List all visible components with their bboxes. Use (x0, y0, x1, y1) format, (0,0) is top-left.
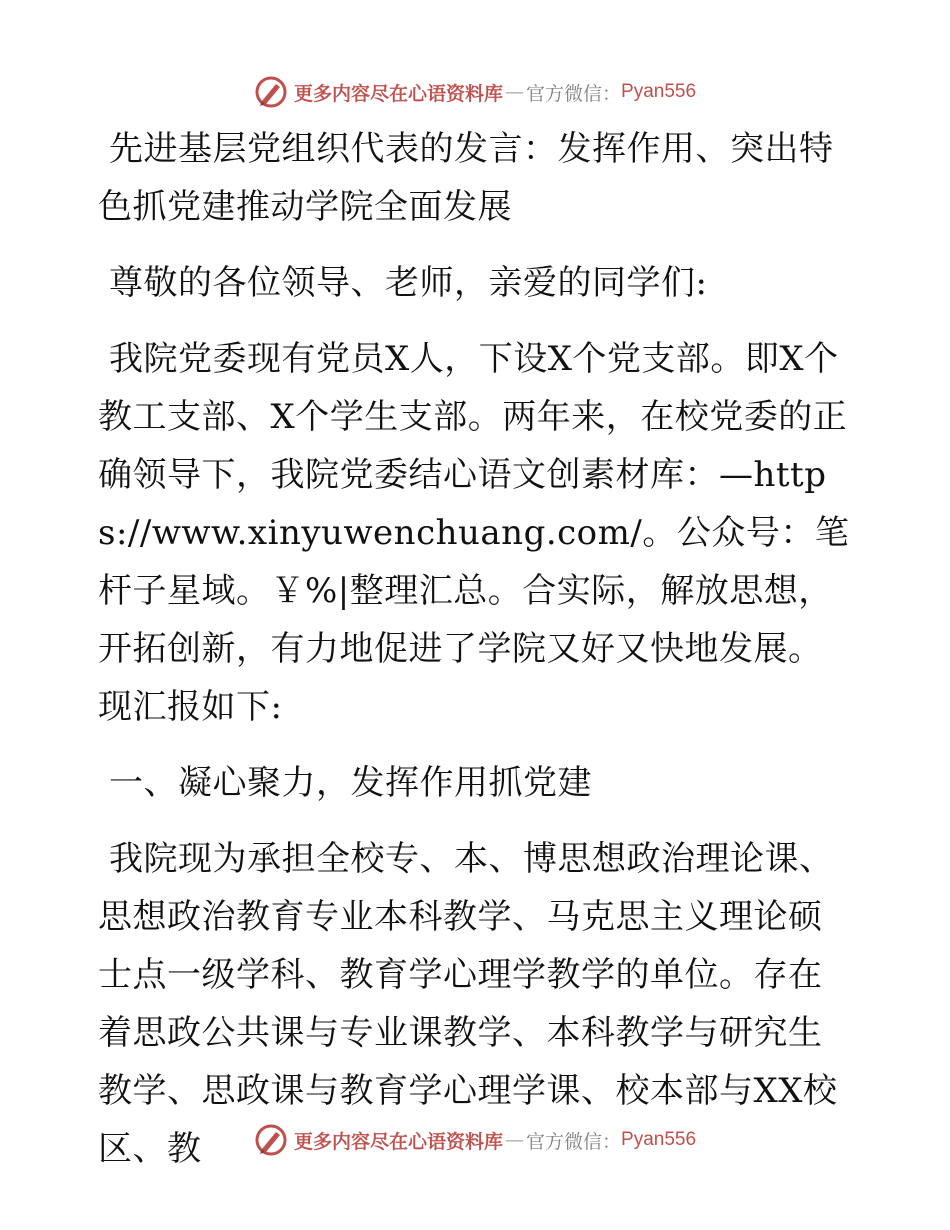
paragraph-intro: 我院党委现有党员X人，下设X个党支部。即X个教工支部、X个学生支部。两年来，在校党委的正确领导下，我院党委结心语文创素材库：—https://www.xinyuwenchuang.com/。公众号：笔杆子星域。￥%|整理汇总。合实际，解放思想，开拓创新，有力地促进了学院又好又快地发展。现汇报如下: (98, 339, 850, 727)
banner-wechat-label: 官方微信 (525, 1130, 602, 1153)
banner-colon: ： (602, 1130, 622, 1153)
banner-separator: — (504, 1129, 524, 1151)
banner-colon: ： (602, 82, 622, 105)
banner-wechat-id: Pyan556 (621, 1129, 697, 1150)
footer-banner (0, 1120, 950, 1160)
pen-logo-icon (254, 75, 288, 109)
document-body (98, 120, 850, 1196)
paragraph-body: 我院现为承担全校专、本、博思想政治理论课、思想政治教育专业本科教学、马克思主义理论硕士点一级学科、教育学心理学教学的单位。存在着思政公共课与专业课教学、本科教学与研究生教学、思政课与教育学心理学课、校本部与XX校区、教 (98, 839, 838, 1169)
greeting: 尊敬的各位领导、老师，亲爱的同学们: (109, 263, 708, 303)
banner-text: 更多内容尽在心语资料库 (293, 1130, 503, 1153)
pen-logo-icon (254, 1123, 288, 1157)
header-banner (0, 72, 950, 112)
banner-wechat-label: 官方微信 (525, 82, 602, 105)
banner-separator: — (504, 81, 524, 103)
banner-wechat-id: Pyan556 (621, 81, 697, 102)
document-title: 先进基层党组织代表的发言：发挥作用、突出特色抓党建推动学院全面发展 (98, 129, 834, 227)
section-heading: 一、凝心聚力，发挥作用抓党建 (109, 763, 592, 803)
banner-text: 更多内容尽在心语资料库 (293, 82, 503, 105)
